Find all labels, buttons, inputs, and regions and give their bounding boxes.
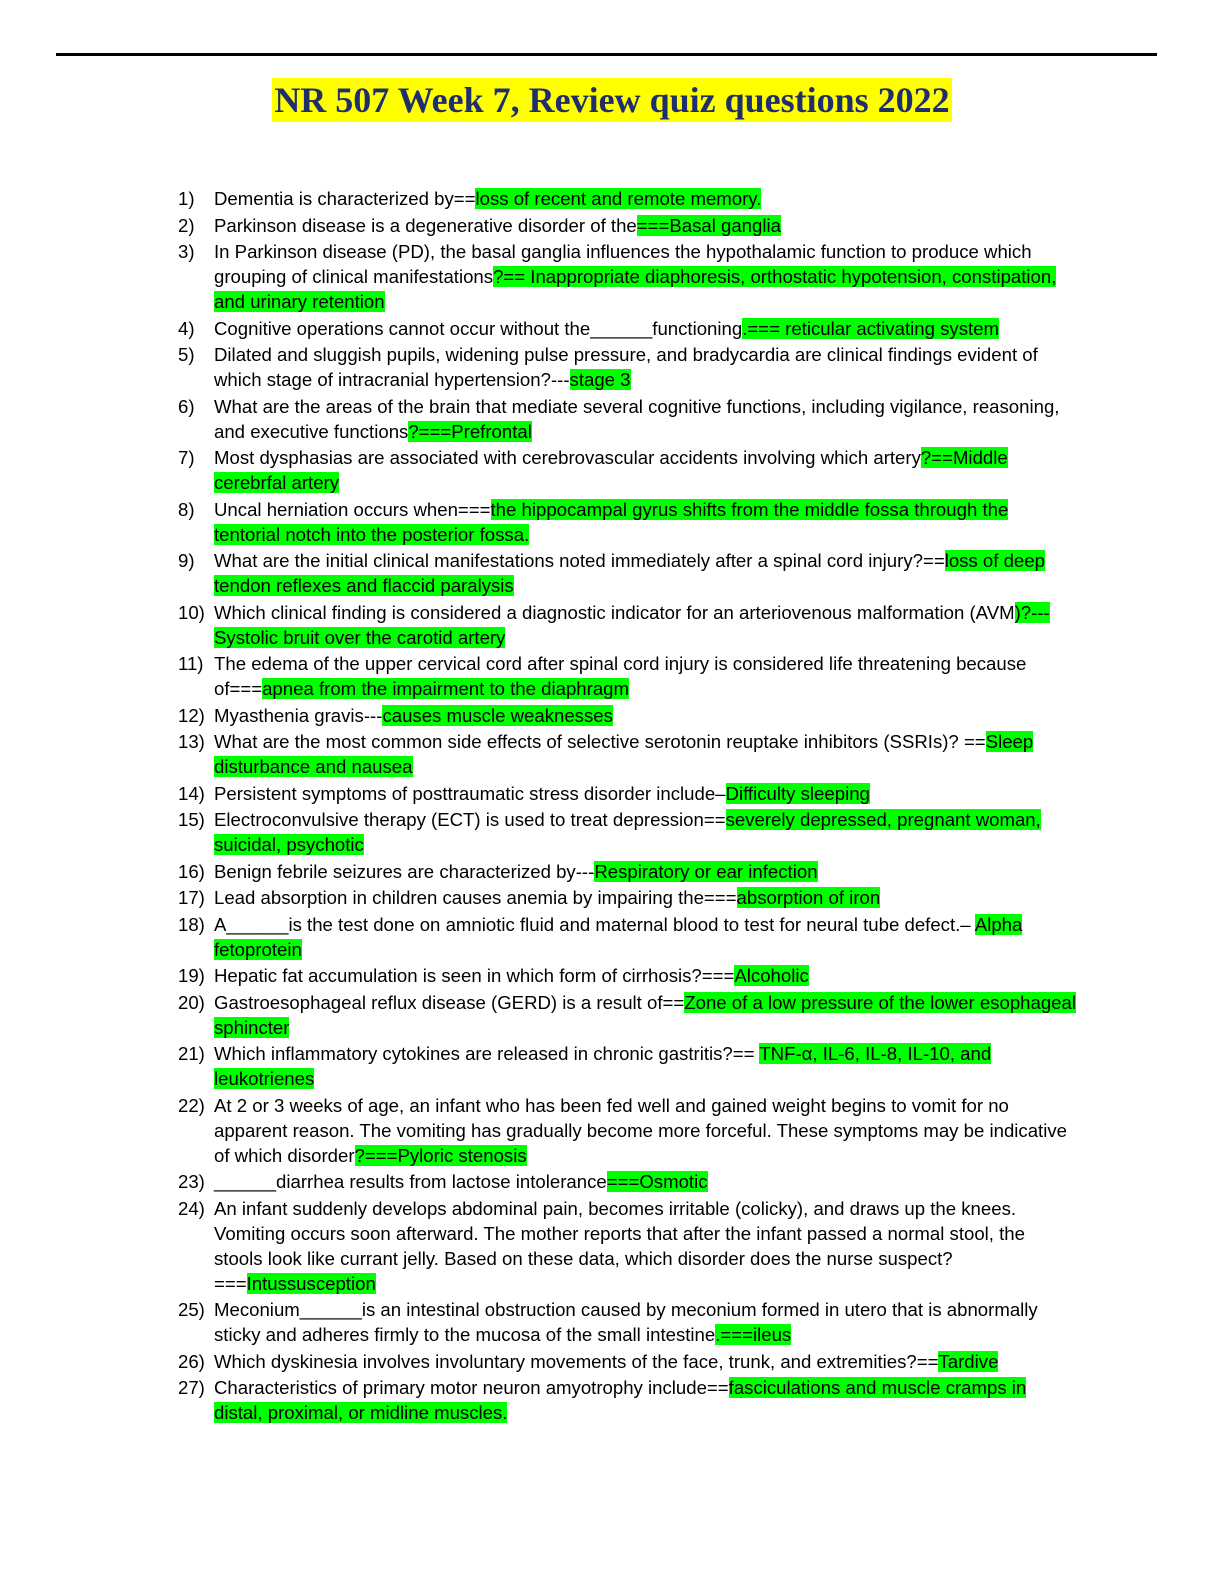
- answer-highlight: Respiratory or ear infection: [594, 860, 818, 882]
- answer-highlight: fasciculations and muscle cramps in distal, proximal, or midline muscles.: [214, 1377, 1027, 1423]
- question-number: 10): [178, 601, 205, 623]
- question-item: [178, 239, 1078, 314]
- question-number: 3): [178, 241, 195, 262]
- question-item: [178, 912, 1078, 962]
- question-number: 18): [178, 913, 205, 935]
- question-number: 19): [178, 965, 205, 986]
- question-text: Most dysphasias are associated with cerebrovascular accidents involving which artery: [214, 447, 921, 468]
- question-item: [178, 1349, 1078, 1374]
- question-item: [178, 1196, 1078, 1296]
- question-item: [178, 1041, 1078, 1091]
- question-item: [178, 1375, 1078, 1425]
- answer-highlight: .=== reticular activating system: [742, 317, 1000, 339]
- question-item: [178, 963, 1078, 988]
- header-rule: [56, 53, 1157, 56]
- question-text: A______is the test done on amniotic fluid and maternal blood to test for neural tube defect.–: [214, 913, 975, 935]
- answer-highlight: Sleep disturbance and nausea: [214, 731, 1034, 777]
- question-text: What are the most common side effects of selective serotonin reuptake inhibitors (SSRIs)? ==: [214, 731, 986, 752]
- question-item: [178, 497, 1078, 547]
- question-text: Uncal herniation occurs when===: [214, 498, 491, 520]
- answer-highlight: Difficulty sleeping: [725, 782, 870, 804]
- answer-highlight: ?== Inappropriate diaphoresis, orthostatic hypotension, constipation, and urinary retention: [214, 266, 1057, 312]
- answer-highlight: causes muscle weaknesses: [382, 704, 613, 726]
- question-item: [178, 213, 1078, 238]
- question-text: Dementia is characterized by==: [214, 188, 476, 209]
- answer-highlight: .===ileus: [715, 1324, 792, 1345]
- answer-highlight: ===Basal ganglia: [636, 214, 781, 236]
- question-text: Hepatic fat accumulation is seen in which form of cirrhosis?===: [214, 965, 735, 986]
- answer-highlight: Zone of a low pressure of the lower esophageal sphincter: [214, 991, 1076, 1038]
- answer-highlight: TNF-α, IL-6, IL-8, IL-10, and leukotrienes: [214, 1043, 992, 1089]
- answer-highlight: ?===Prefrontal: [408, 420, 532, 442]
- question-list: [178, 186, 1078, 1427]
- question-item: [178, 990, 1078, 1040]
- question-item: [178, 703, 1078, 728]
- question-item: [178, 548, 1078, 598]
- question-item: [178, 859, 1078, 884]
- question-number: 16): [178, 860, 205, 882]
- question-item: [178, 186, 1078, 211]
- answer-highlight: absorption of iron: [736, 887, 881, 908]
- answer-highlight: Alpha fetoprotein: [214, 913, 1023, 960]
- question-text: Persistent symptoms of posttraumatic stress disorder include–: [214, 782, 726, 804]
- answer-highlight: loss of recent and remote memory.: [475, 188, 762, 209]
- question-number: 8): [178, 498, 195, 520]
- answer-highlight: stage 3: [569, 369, 631, 390]
- question-number: 1): [178, 188, 195, 209]
- question-number: 4): [178, 317, 195, 339]
- question-number: 21): [178, 1043, 205, 1064]
- answer-highlight: ?==Middle cerebrfal artery: [214, 447, 1008, 493]
- answer-highlight: severely depressed, pregnant woman, suicidal, psychotic: [214, 809, 1041, 855]
- question-text: Myasthenia gravis---: [214, 704, 383, 726]
- question-item: [178, 600, 1078, 650]
- answer-highlight: ?===Pyloric stenosis: [354, 1144, 527, 1166]
- document-title: NR 507 Week 7, Review quiz questions 2022: [274, 80, 950, 120]
- question-number: 20): [178, 991, 205, 1013]
- question-number: 11): [178, 653, 204, 674]
- question-text: Electroconvulsive therapy (ECT) is used to treat depression==: [214, 809, 726, 830]
- question-item: [178, 1297, 1078, 1347]
- question-text: At 2 or 3 weeks of age, an infant who has been fed well and gained weight begins to vomit for no apparent reason. The vomiting has gradually become more forceful. These symptoms may be indicative of which disorder: [214, 1094, 1067, 1166]
- answer-highlight: loss of deep tendon reflexes and flaccid paralysis: [214, 550, 1045, 596]
- title-block: [0, 78, 1224, 122]
- question-text: An infant suddenly develops abdominal pain, becomes irritable (colicky), and draws up the knees. Vomiting occurs soon afterward. The mother reports that after the infant passed a normal stool, the stools look like currant jelly. Based on these data, which disorder does the nurse suspect? ===: [214, 1197, 1025, 1294]
- question-number: 15): [178, 809, 205, 830]
- question-item: [178, 885, 1078, 910]
- question-text: What are the initial clinical manifestations noted immediately after a spinal cord injury?==: [214, 550, 945, 571]
- question-text: In Parkinson disease (PD), the basal ganglia influences the hypothalamic function to produce which grouping of clinical manifestations: [214, 241, 1032, 287]
- question-text: Parkinson disease is a degenerative disorder of the: [214, 214, 637, 236]
- question-number: 25): [178, 1299, 205, 1320]
- question-item: [178, 807, 1078, 857]
- question-text: Meconium______is an intestinal obstruction caused by meconium formed in utero that is abnormally sticky and adheres firmly to the mucosa of the small intestine: [214, 1299, 1038, 1345]
- question-item: [178, 781, 1078, 806]
- question-item: [178, 342, 1078, 392]
- answer-highlight: Tardive: [938, 1350, 999, 1372]
- answer-highlight: Alcoholic: [734, 965, 809, 986]
- question-number: 14): [178, 782, 205, 804]
- question-number: 6): [178, 395, 195, 417]
- question-text: Cognitive operations cannot occur without the______functioning: [214, 317, 743, 339]
- question-text: Lead absorption in children causes anemia by impairing the===: [214, 887, 737, 908]
- question-item: [178, 651, 1078, 701]
- question-text: Which clinical finding is considered a diagnostic indicator for an arteriovenous malformation (AVM: [214, 601, 1015, 623]
- question-text: Which inflammatory cytokines are released in chronic gastritis?==: [214, 1043, 760, 1064]
- question-text: What are the areas of the brain that mediate several cognitive functions, including vigilance, reasoning, and executive functions: [214, 395, 1060, 442]
- answer-highlight: ===Osmotic: [606, 1171, 708, 1192]
- answer-highlight: apnea from the impairment to the diaphragm: [262, 678, 630, 699]
- answer-highlight: Intussusception: [246, 1272, 376, 1294]
- question-item: [178, 394, 1078, 444]
- question-item: [178, 445, 1078, 495]
- question-text: Benign febrile seizures are characterized by---: [214, 860, 595, 882]
- question-number: 5): [178, 344, 195, 365]
- question-item: [178, 316, 1078, 341]
- question-number: 27): [178, 1377, 205, 1398]
- answer-highlight: )?---Systolic bruit over the carotid artery: [214, 601, 1050, 648]
- question-number: 13): [178, 731, 205, 752]
- question-number: 2): [178, 214, 195, 236]
- question-item: [178, 1169, 1078, 1194]
- question-number: 7): [178, 447, 195, 468]
- question-text: The edema of the upper cervical cord after spinal cord injury is considered life threatening because of===: [214, 653, 1027, 699]
- question-number: 22): [178, 1094, 205, 1116]
- question-item: [178, 729, 1078, 779]
- question-item: [178, 1093, 1078, 1168]
- question-text: Dilated and sluggish pupils, widening pulse pressure, and bradycardia are clinical findings evident of which stage of intracranial hypertension?---: [214, 344, 1038, 390]
- question-number: 23): [178, 1171, 205, 1192]
- question-number: 24): [178, 1197, 205, 1219]
- answer-highlight: the hippocampal gyrus shifts from the middle fossa through the tentorial notch into the posterior fossa.: [214, 498, 1009, 545]
- question-text: ______diarrhea results from lactose intolerance: [214, 1171, 607, 1192]
- question-number: 9): [178, 550, 195, 571]
- question-text: Gastroesophageal reflux disease (GERD) is a result of==: [214, 991, 685, 1013]
- question-text: Which dyskinesia involves involuntary movements of the face, trunk, and extremities?==: [214, 1350, 939, 1372]
- question-number: 12): [178, 704, 205, 726]
- question-text: Characteristics of primary motor neuron amyotrophy include==: [214, 1377, 729, 1398]
- question-number: 26): [178, 1350, 205, 1372]
- question-number: 17): [178, 887, 205, 908]
